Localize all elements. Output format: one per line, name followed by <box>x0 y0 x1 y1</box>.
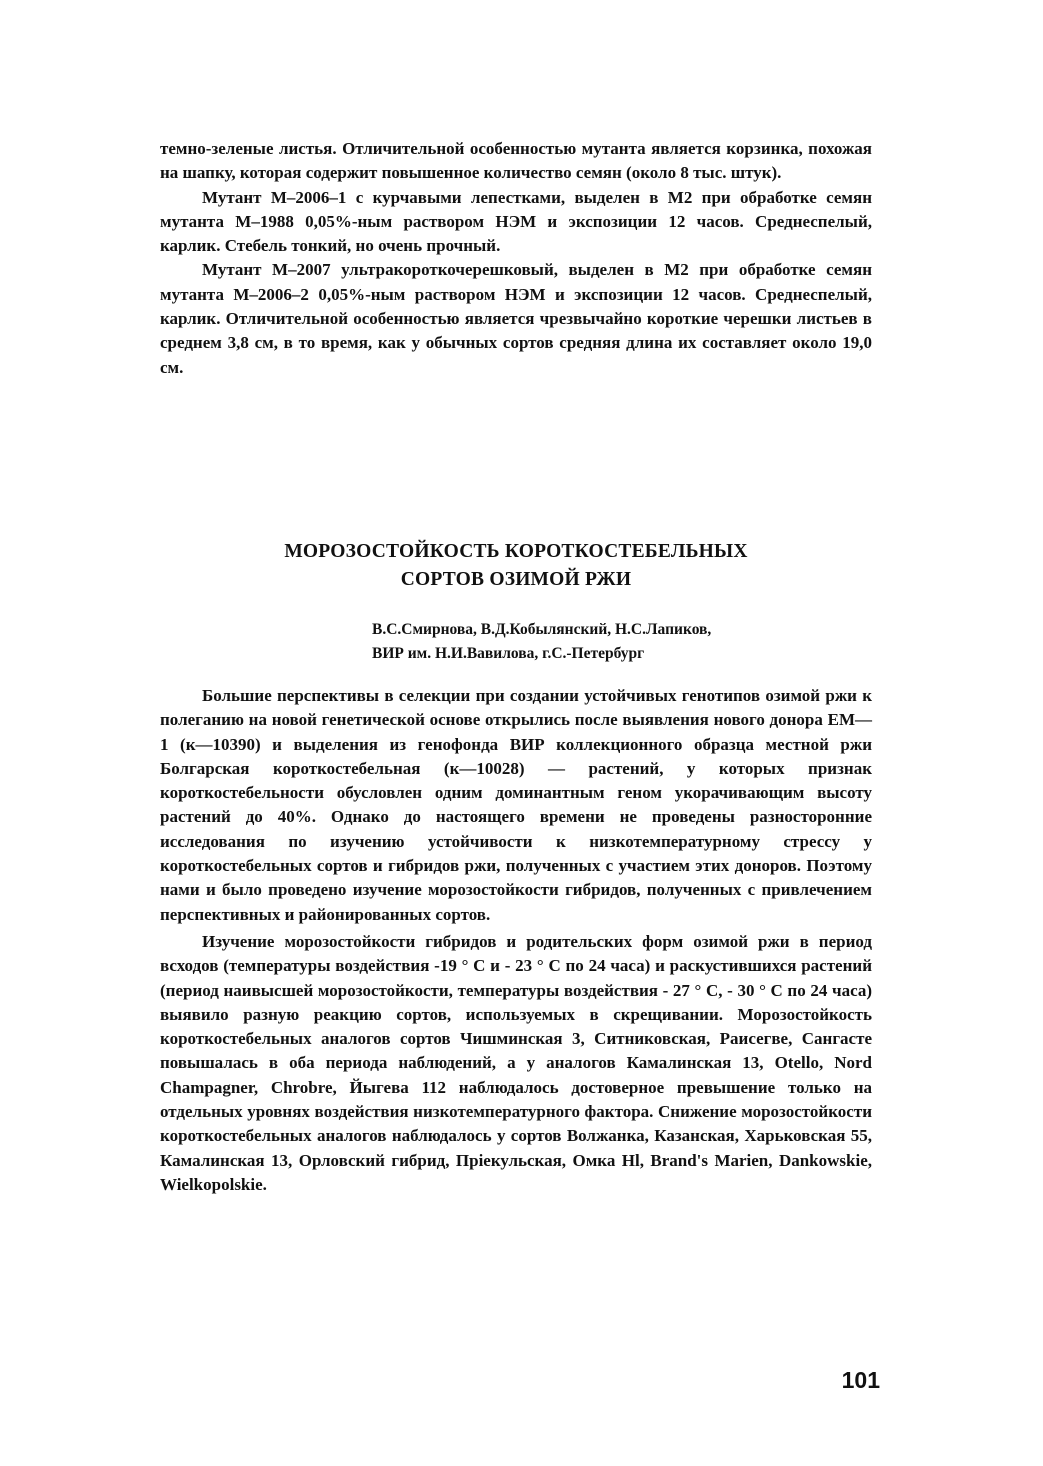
article-body <box>160 684 872 1197</box>
article-paragraph-1: Большие перспективы в селекции при создании устойчивых генотипов озимой ржи к полеганию на новой генетической основе открылись после выявления нового донора ЕМ—1 (к—10390) и выделения из генофонда ВИР коллекционного образца местной ржи Болгарская короткостебельная (к—10028) — растений, у которых признак короткостебельности обусловлен одним доминантным геном укорачивающим высоту растений до 40%. Однако до настоящего времени не проведены разносторонние исследования по изучению устойчивости к низкотемпературному стрессу у короткостебельных сортов и гибридов ржи, полученных с участием этих доноров. Поэтому нами и было проведено изучение морозостойкости гибридов, полученных с привлечением перспективных и районированных сортов. <box>160 686 872 924</box>
text-paragraph-1: темно-зеленые листья. Отличительной особенностью мутанта является корзинка, похожая на шапку, которая содержит повышенное количество семян (около 8 тыс. штук). <box>160 139 872 183</box>
page-number: 101 <box>841 1367 880 1393</box>
article-paragraph-2: Изучение морозостойкости гибридов и родительских форм озимой ржи в период всходов (температуры воздействия -19 ° С и - 23 ° С по 24 часа) и раскустившихся растений (период наивысшей морозостойкости, температуры воздействия - 27 ° С, - 30 ° С по 24 часа) выявило разную реакцию сортов, используемых в скрещивании. Морозостойкость короткостебельных аналогов сортов Чишминская 3, Ситниковская, Раисегве, Сангасте повышалась в оба периода наблюдений, а у аналогов Камалинская 13, Otello, Nord Champagner, Chrobre, Йыгева 112 наблюдалось достоверное превышение только на отдельных уровнях воздействия низкотемпературного фактора. Снижение морозостойкости короткостебельных аналогов наблюдалось у сортов Волжанка, Казанская, Харьковская 55, Камалинская 13, Орловский гибрид, Прiекульская, Омка Hl, Brand's Marien, Dankowskie, Wielkopolskie. <box>160 931 872 1194</box>
article-byline <box>372 618 872 666</box>
text-paragraph-3: Мутант М–2007 ультракороткочерешковый, выделен в М2 при обработке семян мутанта М–2006–2 0,05%-ным раствором НЭМ и экспозиции 12 часов. Среднеспелый, карлик. Отличительной особенностью является чрезвычайно короткие черешки листьев в среднем 3,8 см, в то время, как у обычных сортов средняя длина их составляет около 19,0 см. <box>160 260 872 377</box>
article-authors: В.С.Смирнова, В.Д.Кобылянский, Н.С.Лапиков, <box>372 621 712 638</box>
article-affiliation: ВИР им. Н.И.Вавилова, г.С.-Петербург <box>372 645 645 662</box>
text-paragraph-2: Мутант М–2006–1 с курчавыми лепестками, выделен в М2 при обработке семян мутанта М–1988 0,05%-ным раствором НЭМ и экспозиции 12 часов. Среднеспелый, карлик. Стебель тонкий, но очень прочный. <box>160 187 872 256</box>
article-title-line-2: СОРТОВ ОЗИМОЙ РЖИ <box>400 569 632 590</box>
continued-text-block <box>160 137 872 380</box>
article-title <box>160 538 872 594</box>
article-title-line-1: МОРОЗОСТОЙКОСТЬ КОРОТКОСТЕБЕЛЬНЫХ <box>284 541 748 562</box>
